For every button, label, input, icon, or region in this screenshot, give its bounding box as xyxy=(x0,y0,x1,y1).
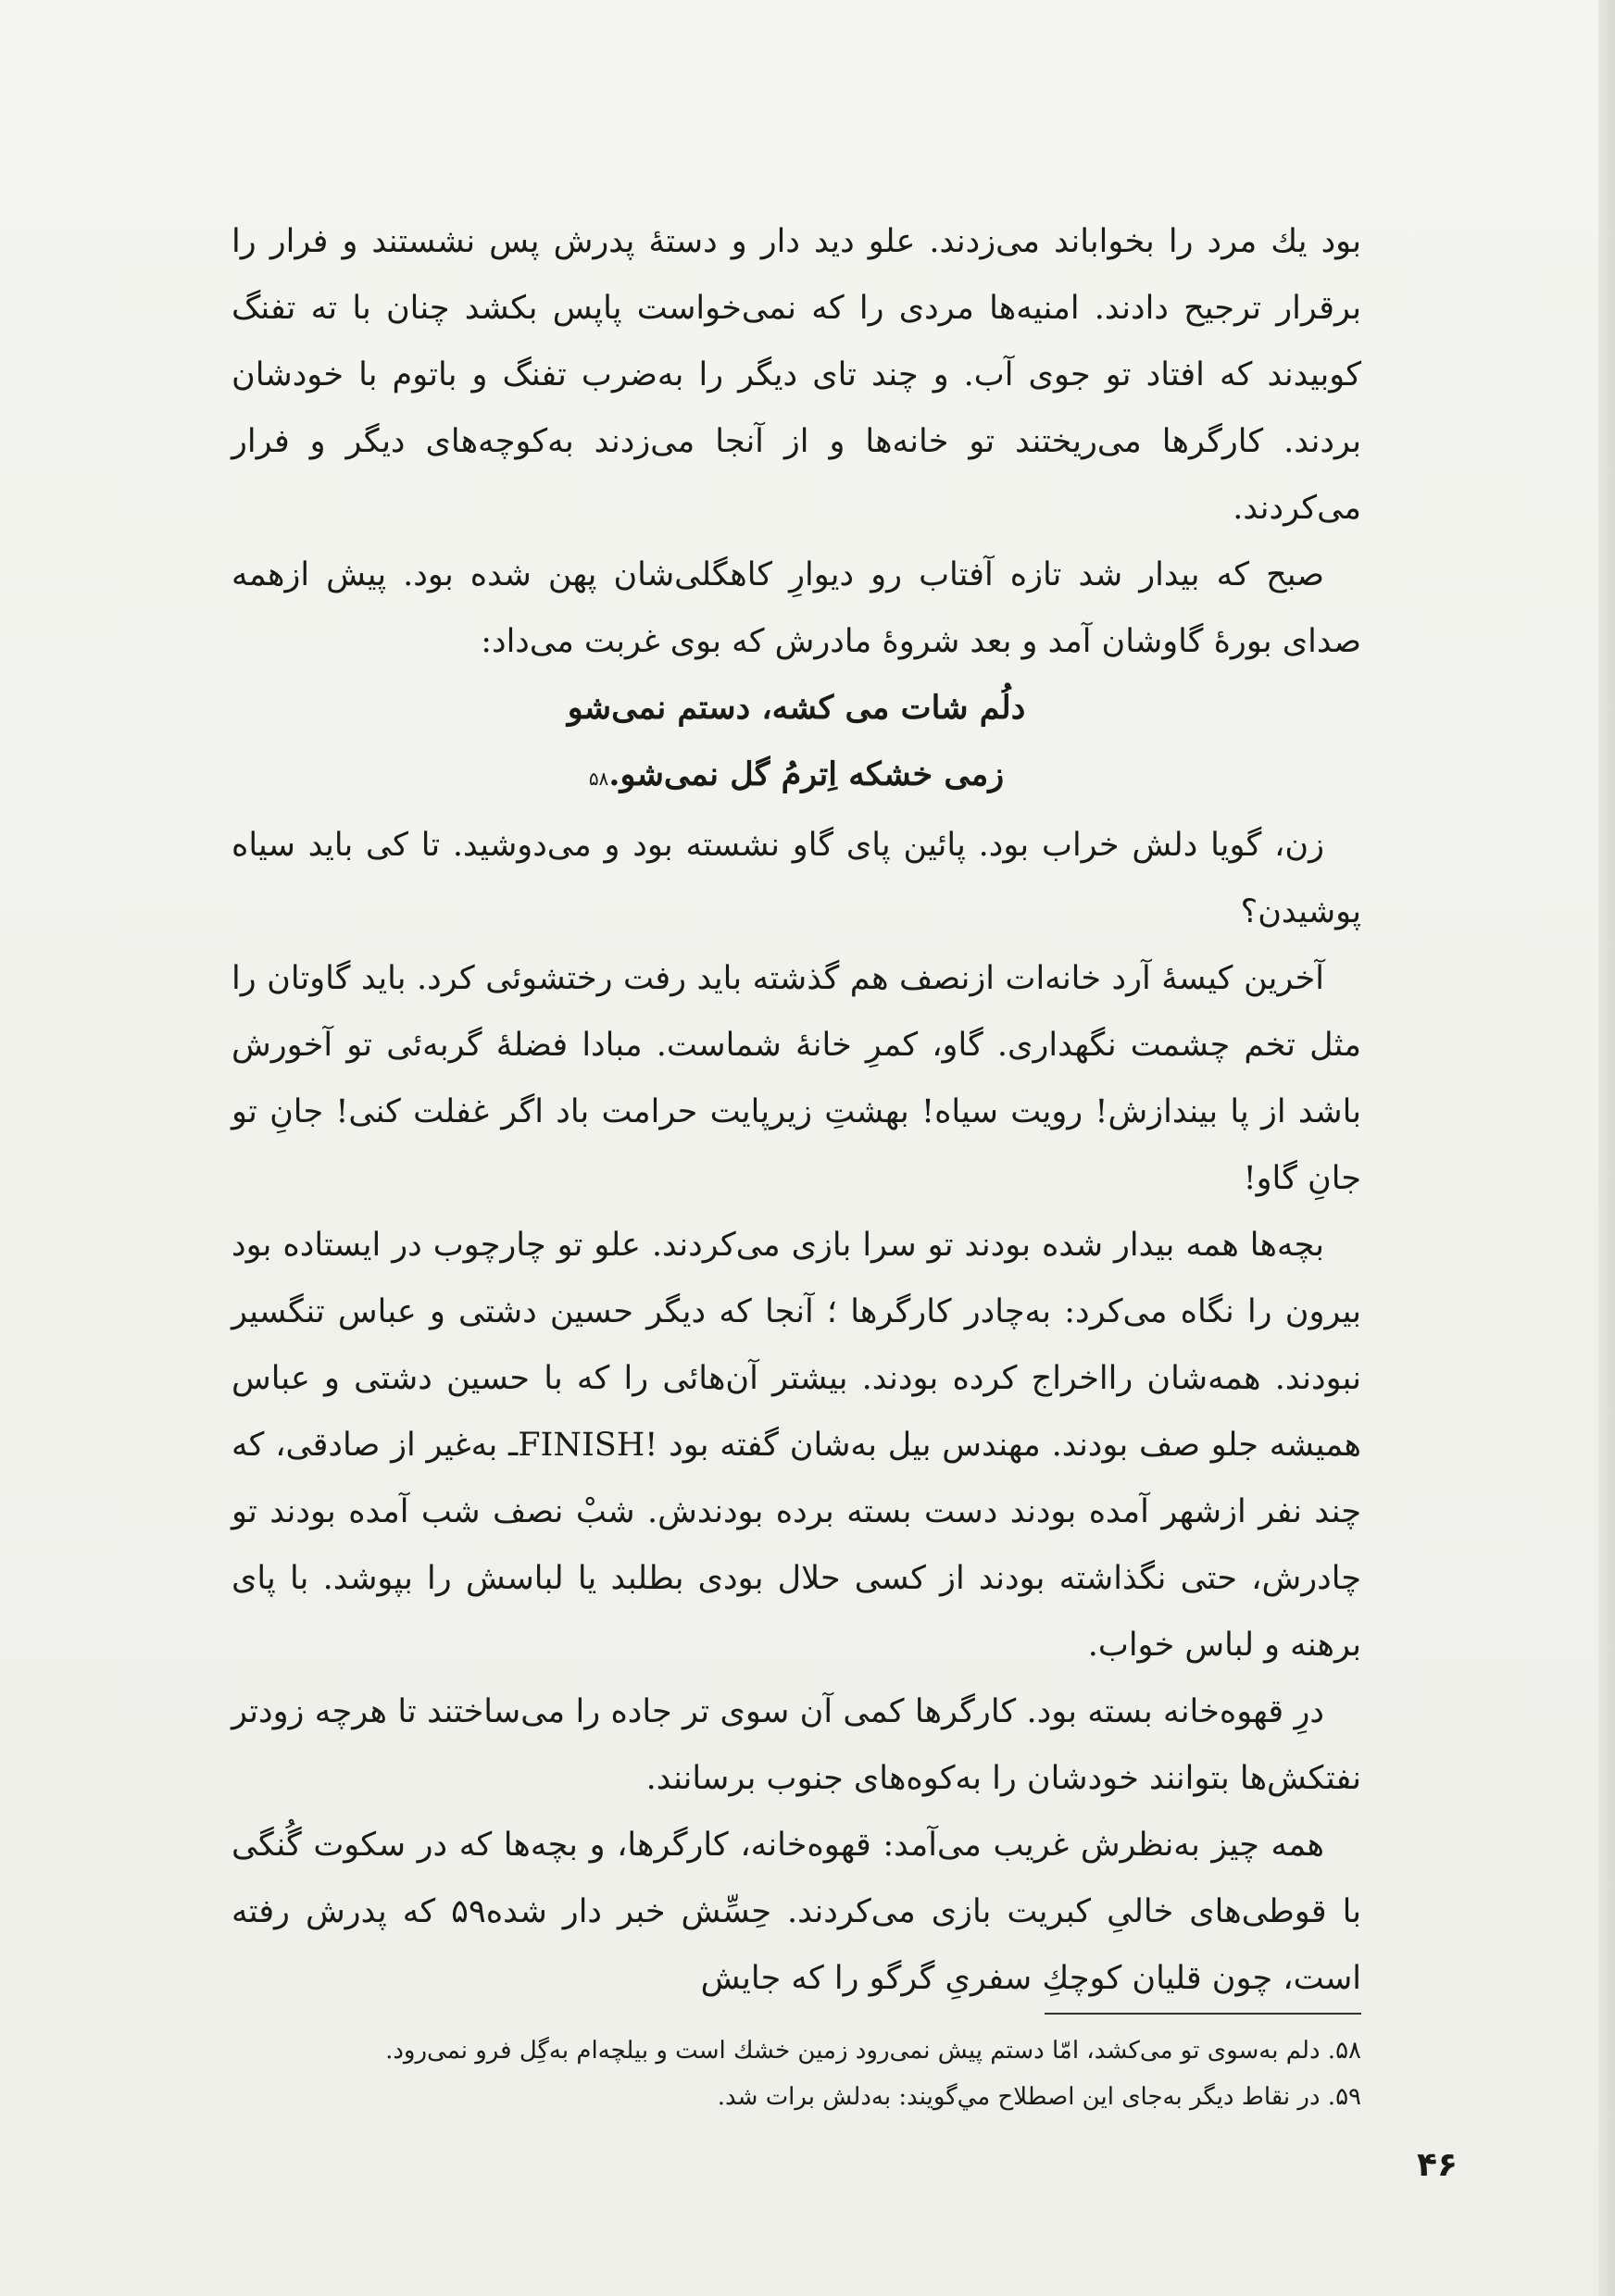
poem-line-1 xyxy=(232,675,1361,742)
footnote-58: ۵۸. دلم به‌سوى تو مى‌كشد، امّا دستم پيش نمى‌رود زمين خشك است و بيلچه‌ام به‌گِل فرو نمى‌رود. xyxy=(385,2037,1361,2065)
page-edge xyxy=(1598,0,1615,2296)
paragraph-4: آخرين كيسهٔ آرد خانه‌ات ازنصف هم گذشته بايد رفت رختشوئى كرد. بايد گاوتان را مثل تخم چشمت نگهدارى. گاو، كمرِ خانهٔ شماست. مبادا فضلهٔ گربه‌ئى تو آخورش باشد از پا بيندازش! رويت سياه! بهشتِ زيرپايت حرامت باد اگر غفلت كنى! جانِ تو جانِ گاو! xyxy=(232,960,1361,1197)
paragraph-2: صبح كه بيدار شد تازه آفتاب رو ديوارِ كاهگلى‌شان پهن شده بود. پيش ازهمه صداى بورهٔ گاوشان آمد و بعد شروهٔ مادرش كه بوى غربت مى‌داد: xyxy=(232,556,1361,660)
poem-line-2 xyxy=(232,742,1361,812)
paragraph-1: بود يك مرد را بخواباند مى‌زدند. علو ديد دار و دستهٔ پدرش پس نشستند و فرار را برقرار ترجيح دادند. امنيه‌ها مردى را كه نمى‌خواست پاپس بكشد چنان با ته تفنگ كوبيدند كه افتاد تو جوى آب. و چند تاى ديگر را به‌ضرب تفنگ و باتوم با خودشان بردند. كارگرها مى‌ريختند تو خانه‌ها و از آنجا مى‌زدند به‌كوچه‌هاى ديگر و فرار مى‌كردند. xyxy=(232,223,1361,527)
body-text xyxy=(232,208,1361,2012)
footnotes xyxy=(232,2028,1361,2120)
page-number: ۴۶ xyxy=(1417,2146,1458,2184)
paragraph-3: زن، گويا دلش خراب بود. پائين پاى گاو نشسته بود و مى‌دوشيد. تا كى بايد سياه پوشيدن؟ xyxy=(232,827,1361,930)
poem-line-2-text: زمى خشكه اِترمُ گل نمى‌شو. xyxy=(608,755,1005,793)
footnote-59: ۵۹. در نقاط ديگر به‌جاى اين اصطلاح مي‌گويند: به‌دلش برات شد. xyxy=(717,2083,1361,2111)
paragraph-5: بچه‌ها همه بيدار شده بودند تو سرا بازى مى‌كردند. علو تو چارچوب در ايستاده بود بيرون را نگاه مى‌كرد: به‌چادر كارگرها ؛ آنجا كه ديگر حسين دشتى و عباس تنگسير نبودند. همه‌شان رااخراج كرده بودند. بيشتر آن‌هائى را كه با حسين دشتى و عباس هميشه جلو صف بودند. مهندس بيل به‌شان گفته بود !FINISH‍ـ به‌غير از صادقى، كه چند نفر ازشهر آمده بودند دست بسته برده بودندش. شبْ نصف شب آمده بودند تو چادرش، حتى نگذاشته بودند از كسى حلال بودى بطلبد يا لباسش را بپوشد. با پاى برهنه و لباس خواب. xyxy=(232,1227,1361,1664)
paragraph-6: درِ قهوه‌خانه بسته بود. كارگرها كمى آن سوى تر جاده را مى‌ساختند تا هرچه زودتر نفتكش‌ها بتوانند خودشان را به‌كوه‌هاى جنوب برسانند. xyxy=(232,1693,1361,1797)
footnote-ref-58: ۵۸ xyxy=(588,767,609,790)
poem-line-1-text: دلُم شات مى كشه، دستم نمى‌شو xyxy=(567,689,1026,727)
paragraph-7: همه چيز به‌نظرش غريب مى‌آمد: قهوه‌خانه، كارگرها، و بچه‌ها كه در سكوت گُنگى با قوطى‌هاى خالىِ كبريت بازى مى‌كردند. حِسِّش خبر دار شده۵۹ كه پدرش رفته است، چون قليان كوچكِ سفرىِ گرگو را كه جايش xyxy=(232,1827,1361,1997)
footnote-divider xyxy=(1045,2013,1361,2015)
